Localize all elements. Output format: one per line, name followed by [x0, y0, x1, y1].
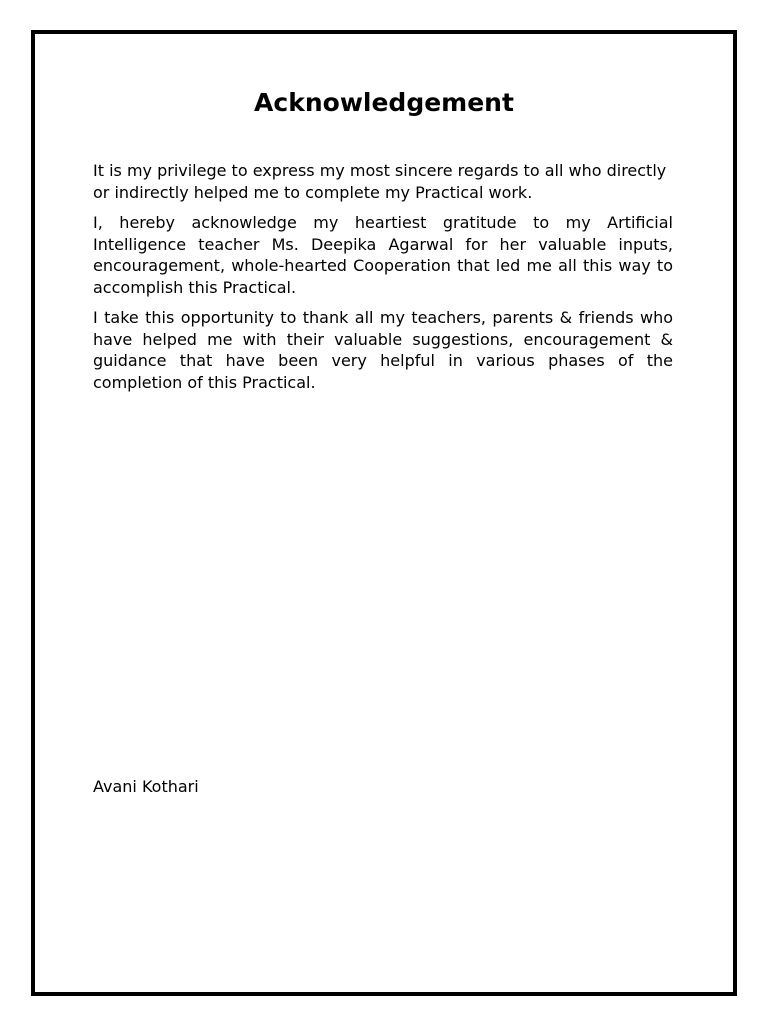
paragraph-2: I, hereby acknowledge my heartiest gratitude to my Artificial Intelligence teacher Ms. Deepika Agarwal for her valuable inputs, encouragement, whole-hearted Cooperation that led me all this way to accomplish this Practical.: [93, 213, 673, 297]
signature-name: Avani Kothari: [93, 777, 199, 796]
paragraph-3: I take this opportunity to thank all my teachers, parents & friends who have helped me with their valuable suggestions, encouragement & guidance that have been very helpful in various phases of the completion of this Practical.: [93, 308, 673, 392]
acknowledgement-body: [93, 160, 673, 402]
paragraph-1: It is my privilege to express my most sincere regards to all who directly or indirectly helped me to complete my Practical work.: [93, 161, 667, 202]
page-title: Acknowledgement: [254, 88, 514, 117]
